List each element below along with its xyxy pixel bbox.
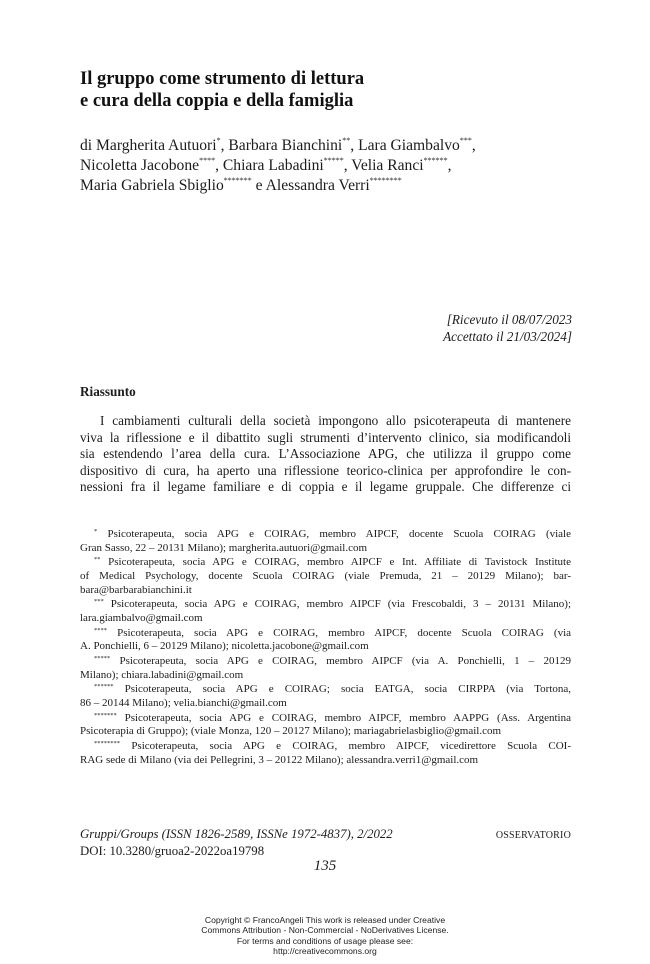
abstract-line: sia estendendo l’area della cura. L’Associazione APG, che utilizza il gruppo come (80, 446, 571, 462)
footnote-mark: **** (94, 626, 107, 634)
author-separator: e (251, 177, 266, 194)
author-name: Chiara Labadini (222, 157, 324, 174)
author-line-2 (80, 156, 580, 176)
footnote-line (80, 712, 571, 726)
footnote-line (80, 655, 571, 669)
footnote-line: Milano); chiara.labadini@gmail.com (80, 668, 244, 681)
footnote-1 (80, 528, 571, 555)
author-separator: , (350, 137, 359, 154)
abstract-line: nessioni fra il legame familiare e di coppia e il legame gruppale. Che differenze ci (80, 479, 571, 495)
footnote-line (80, 683, 571, 697)
footnote-line (80, 556, 571, 570)
author-footnote-mark: ******* (223, 176, 252, 185)
footnote-line: of Medical Psychology, docente Scuola COIRAG (viale Premuda, 21 – 20129 Milano); bar- (80, 569, 571, 582)
footnote-line: A. Ponchielli, 6 – 20129 Milano); nicoletta.jacobone@gmail.com (80, 640, 369, 653)
footnote-line: Gran Sasso, 22 – 20131 Milano); margherita.autuori@gmail.com (80, 541, 368, 554)
received-accepted-dates (272, 311, 572, 345)
footnote-mark: ******* (94, 711, 117, 719)
footnote-mark: ****** (94, 683, 114, 691)
author-footnote-mark: * (216, 136, 221, 145)
footnote-line: Psicoterapia di Gruppo); (viale Monza, 120 – 20127 Milano); mariagabrielasbiglio@gmail.com (80, 725, 502, 738)
author-separator: , (343, 157, 352, 174)
footnote-text: Psicoterapeuta, socia APG e COIRAG, membro AIPCF, membro AAPPG (Ass. Argentina (124, 711, 571, 724)
license-line: Commons Attribution - Non-Commercial - NoDerivatives License. (201, 925, 449, 936)
author-line-1 (80, 136, 580, 156)
abstract-heading: Riassunto (80, 384, 136, 399)
footnote-8 (80, 740, 571, 767)
author-footnote-mark: *** (459, 136, 472, 145)
author-name: Alessandra Verri (265, 177, 370, 194)
abstract-line: dispositivo di cura, ha aperto una riflessione teorico-clinica per approfondire le con- (80, 462, 571, 478)
footnote-2 (80, 556, 571, 597)
abstract-body (80, 413, 571, 496)
page-number: 135 (313, 858, 337, 874)
author-prefix: di (80, 137, 97, 154)
author-footnote-mark: ** (342, 136, 351, 145)
footnote-text: Psicoterapeuta, socia APG e COIRAG; socia EATGA, socia CIRPPA (via Tortona, (124, 683, 572, 696)
footnote-6 (80, 683, 571, 710)
footnote-text: Psicoterapeuta, socia APG e COIRAG, membro AIPCF (via Frescobaldi, 3 – 20131 Milano); (110, 598, 571, 611)
title-line-1: Il gruppo come strumento di lettura (80, 69, 365, 89)
author-separator: , (471, 137, 476, 154)
footnote-line (80, 740, 571, 754)
license-notice (0, 915, 650, 957)
author-footnote-mark: ******** (369, 176, 402, 185)
license-line: For terms and conditions of usage please see: (236, 935, 414, 946)
footnote-7 (80, 712, 571, 739)
received-date: [Ricevuto il 08/07/2023 (446, 312, 572, 327)
footnote-text: Psicoterapeuta, socia APG e COIRAG, membro AIPCF, vicedirettore Scuola COI- (131, 740, 571, 753)
footnote-line (80, 598, 571, 612)
author-footnote-mark: ****** (423, 156, 448, 165)
author-footnote-mark: ***** (323, 156, 344, 165)
footnote-4 (80, 627, 571, 654)
author-separator: , (447, 157, 452, 174)
license-link[interactable]: http://creativecommons.org (273, 946, 377, 957)
author-name: Lara Giambalvo (358, 137, 460, 154)
author-separator: , (215, 157, 223, 174)
abstract-line: I cambiamenti culturali della società impongono allo psicoterapeuta di mantenere (100, 413, 571, 428)
footnote-text: Psicoterapeuta, socia APG e COIRAG, membro AIPCF, docente Scuola COIRAG (viale (107, 528, 571, 540)
footnote-line: bara@barbarabianchini.it (80, 583, 192, 596)
footnote-line (80, 528, 571, 542)
journal-info (80, 826, 571, 860)
title-line-2: e cura della coppia e della famiglia (80, 91, 354, 111)
journal-doi: DOI: 10.3280/gruoa2-2022oa19798 (80, 844, 265, 858)
footnote-line: RAG sede di Milano (via dei Pellegrini, 3 – 20122 Milano); alessandra.verri1@gmail.com (80, 753, 479, 766)
footnote-mark: * (94, 528, 98, 535)
article-title (80, 68, 580, 112)
footnote-3 (80, 598, 571, 625)
author-name: Margherita Autuori (96, 137, 217, 154)
footnote-mark: *** (94, 598, 104, 606)
journal-citation: Gruppi/Groups (ISSN 1826-2589, ISSNe 1972-4837), 2/2022 (80, 827, 393, 841)
author-name: Velia Ranci (351, 157, 424, 174)
footnote-line (80, 627, 571, 641)
abstract-line: viva la riflessione e il dibattito sugli strumenti d’intervento clinico, sia modificandoli (80, 429, 571, 445)
author-name: Nicoletta Jacobone (80, 157, 200, 174)
footnote-text: Psicoterapeuta, socia APG e COIRAG, membro AIPCF e Int. Affiliate di Tavistock Institute (108, 556, 572, 569)
footnote-text: Psicoterapeuta, socia APG e COIRAG, membro AIPCF, docente Scuola COIRAG (via (117, 626, 572, 639)
author-footnote-mark: **** (199, 156, 216, 165)
author-list (80, 136, 580, 196)
footnote-mark: ***** (94, 655, 111, 663)
footnote-5 (80, 655, 571, 682)
footnote-text: Psicoterapeuta, socia APG e COIRAG, membro AIPCF (via A. Ponchielli, 1 – 20129 (119, 655, 572, 668)
footnote-mark: ******** (94, 740, 120, 748)
author-name: Barbara Bianchini (228, 137, 343, 154)
author-name: Maria Gabriela Sbiglio (80, 177, 224, 194)
accepted-date: Accettato il 21/03/2024] (443, 329, 572, 344)
license-line: Copyright © FrancoAngeli This work is released under Creative (204, 915, 446, 925)
footnote-mark: ** (94, 556, 101, 564)
footnote-line: lara.giambalvo@gmail.com (80, 611, 203, 624)
author-line-3 (80, 176, 580, 196)
footnote-line: 86 – 20144 Milano); velia.bianchi@gmail.com (80, 697, 287, 710)
section-label: OSSERVATORIO (495, 830, 571, 841)
footnotes (80, 528, 571, 769)
author-separator: , (220, 137, 229, 154)
